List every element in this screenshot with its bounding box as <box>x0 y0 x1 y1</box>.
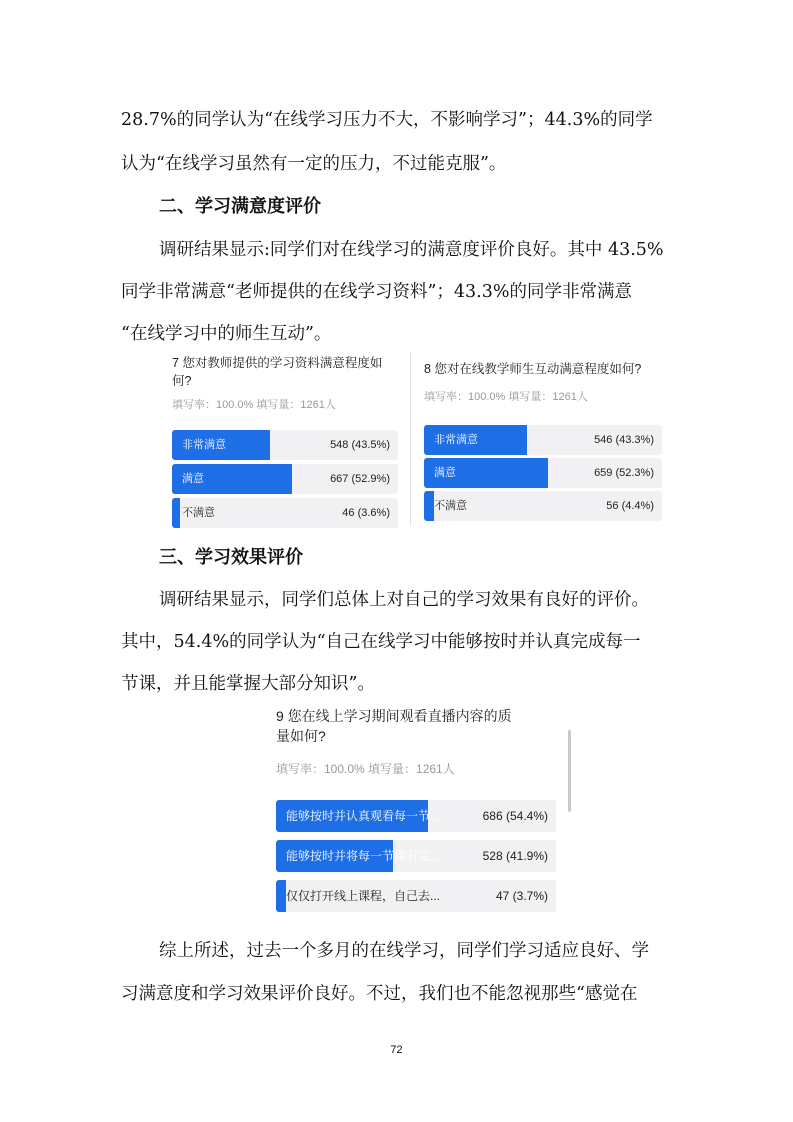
survey-card-q7 <box>160 348 406 528</box>
chart-meta: 填写率：100.0% 填写量：1261人 <box>424 391 588 403</box>
bar-label: 能够按时并认真观看每一节... <box>286 809 441 823</box>
card-divider <box>410 352 411 526</box>
bar-row <box>424 491 662 521</box>
bar-row <box>276 840 556 872</box>
bar-label: 满意 <box>434 467 456 479</box>
bar-value-label: 47 (3.7%) <box>495 889 548 903</box>
chart-title: 8 您对在线教学师生互动满意程度如何? <box>424 362 642 376</box>
bar-row <box>172 430 398 460</box>
chart-meta: 填写率：100.0% 填写量：1261人 <box>172 399 336 411</box>
bar-value-label: 56 (4.4%) <box>606 500 654 512</box>
paragraph-line: 其中，54.4%的同学认为“自己在线学习中能够按时并认真完成每一 <box>121 632 641 652</box>
page-number: 72 <box>390 1044 403 1056</box>
bar-label: 能够按时并将每一节课看完... <box>286 849 441 863</box>
paragraph-line: 认为“在线学习虽然有一定的压力，不过能克服”。 <box>121 154 507 174</box>
survey-card-q8 <box>414 348 668 528</box>
chart-title-l2: 量如何? <box>276 728 326 744</box>
bar-value-label: 686 (54.4%) <box>482 809 548 823</box>
bar-label: 非常满意 <box>182 439 226 451</box>
paragraph-line: 调研结果显示，同学们总体上对自己的学习效果有良好的评价。 <box>159 590 649 610</box>
bar-label: 不满意 <box>182 507 215 519</box>
section-heading: 三、学习效果评价 <box>159 547 303 568</box>
bar-value-label: 548 (43.5%) <box>330 439 390 451</box>
paragraph-line: 28.7%的同学认为“在线学习压力不大，不影响学习”；44.3%的同学 <box>121 110 653 130</box>
bar-value-label: 546 (43.3%) <box>594 434 654 446</box>
bar-row <box>424 425 662 455</box>
paragraph-line: “在线学习中的师生互动”。 <box>121 324 332 344</box>
section-heading: 二、学习满意度评价 <box>159 196 321 217</box>
paragraph-line: 习满意度和学习效果评价良好。不过，我们也不能忽视那些“感觉在 <box>121 984 638 1004</box>
bar-value-label: 667 (52.9%) <box>330 473 390 485</box>
bar-row <box>276 800 556 832</box>
chart-title-l2: 何? <box>172 374 192 388</box>
survey-card-q9 <box>258 700 576 922</box>
paragraph-line: 同学非常满意“老师提供的在线学习资料”；43.3%的同学非常满意 <box>121 282 632 302</box>
bar-label: 满意 <box>182 473 204 485</box>
chart-title-l1: 7 您对教师提供的学习资料满意程度如 <box>172 356 383 370</box>
paragraph-line: 调研结果显示:同学们对在线学习的满意度评价良好。其中 43.5% <box>159 240 664 260</box>
bar-value-label: 528 (41.9%) <box>482 849 548 863</box>
bar-label: 不满意 <box>434 500 467 512</box>
paragraph-line: 综上所述，过去一个多月的在线学习，同学们学习适应良好、学 <box>159 941 649 961</box>
bar-label: 仅仅打开线上课程，自己去... <box>286 889 441 903</box>
paragraph-line: 节课，并且能掌握大部分知识”。 <box>121 674 375 694</box>
chart-meta: 填写率：100.0% 填写量：1261人 <box>276 762 455 776</box>
bar-value-label: 659 (52.3%) <box>594 467 654 479</box>
bar-fill <box>424 491 434 521</box>
scrollbar[interactable] <box>568 730 571 812</box>
bar-row <box>172 498 398 528</box>
chart-title-l1: 9 您在线上学习期间观看直播内容的质 <box>276 708 512 724</box>
bar-row <box>276 880 556 912</box>
bar-row <box>424 458 662 488</box>
bar-fill <box>172 498 180 528</box>
bar-value-label: 46 (3.6%) <box>342 507 390 519</box>
bar-row <box>172 464 398 494</box>
bar-label: 非常满意 <box>434 434 478 446</box>
bar-fill <box>276 880 286 912</box>
